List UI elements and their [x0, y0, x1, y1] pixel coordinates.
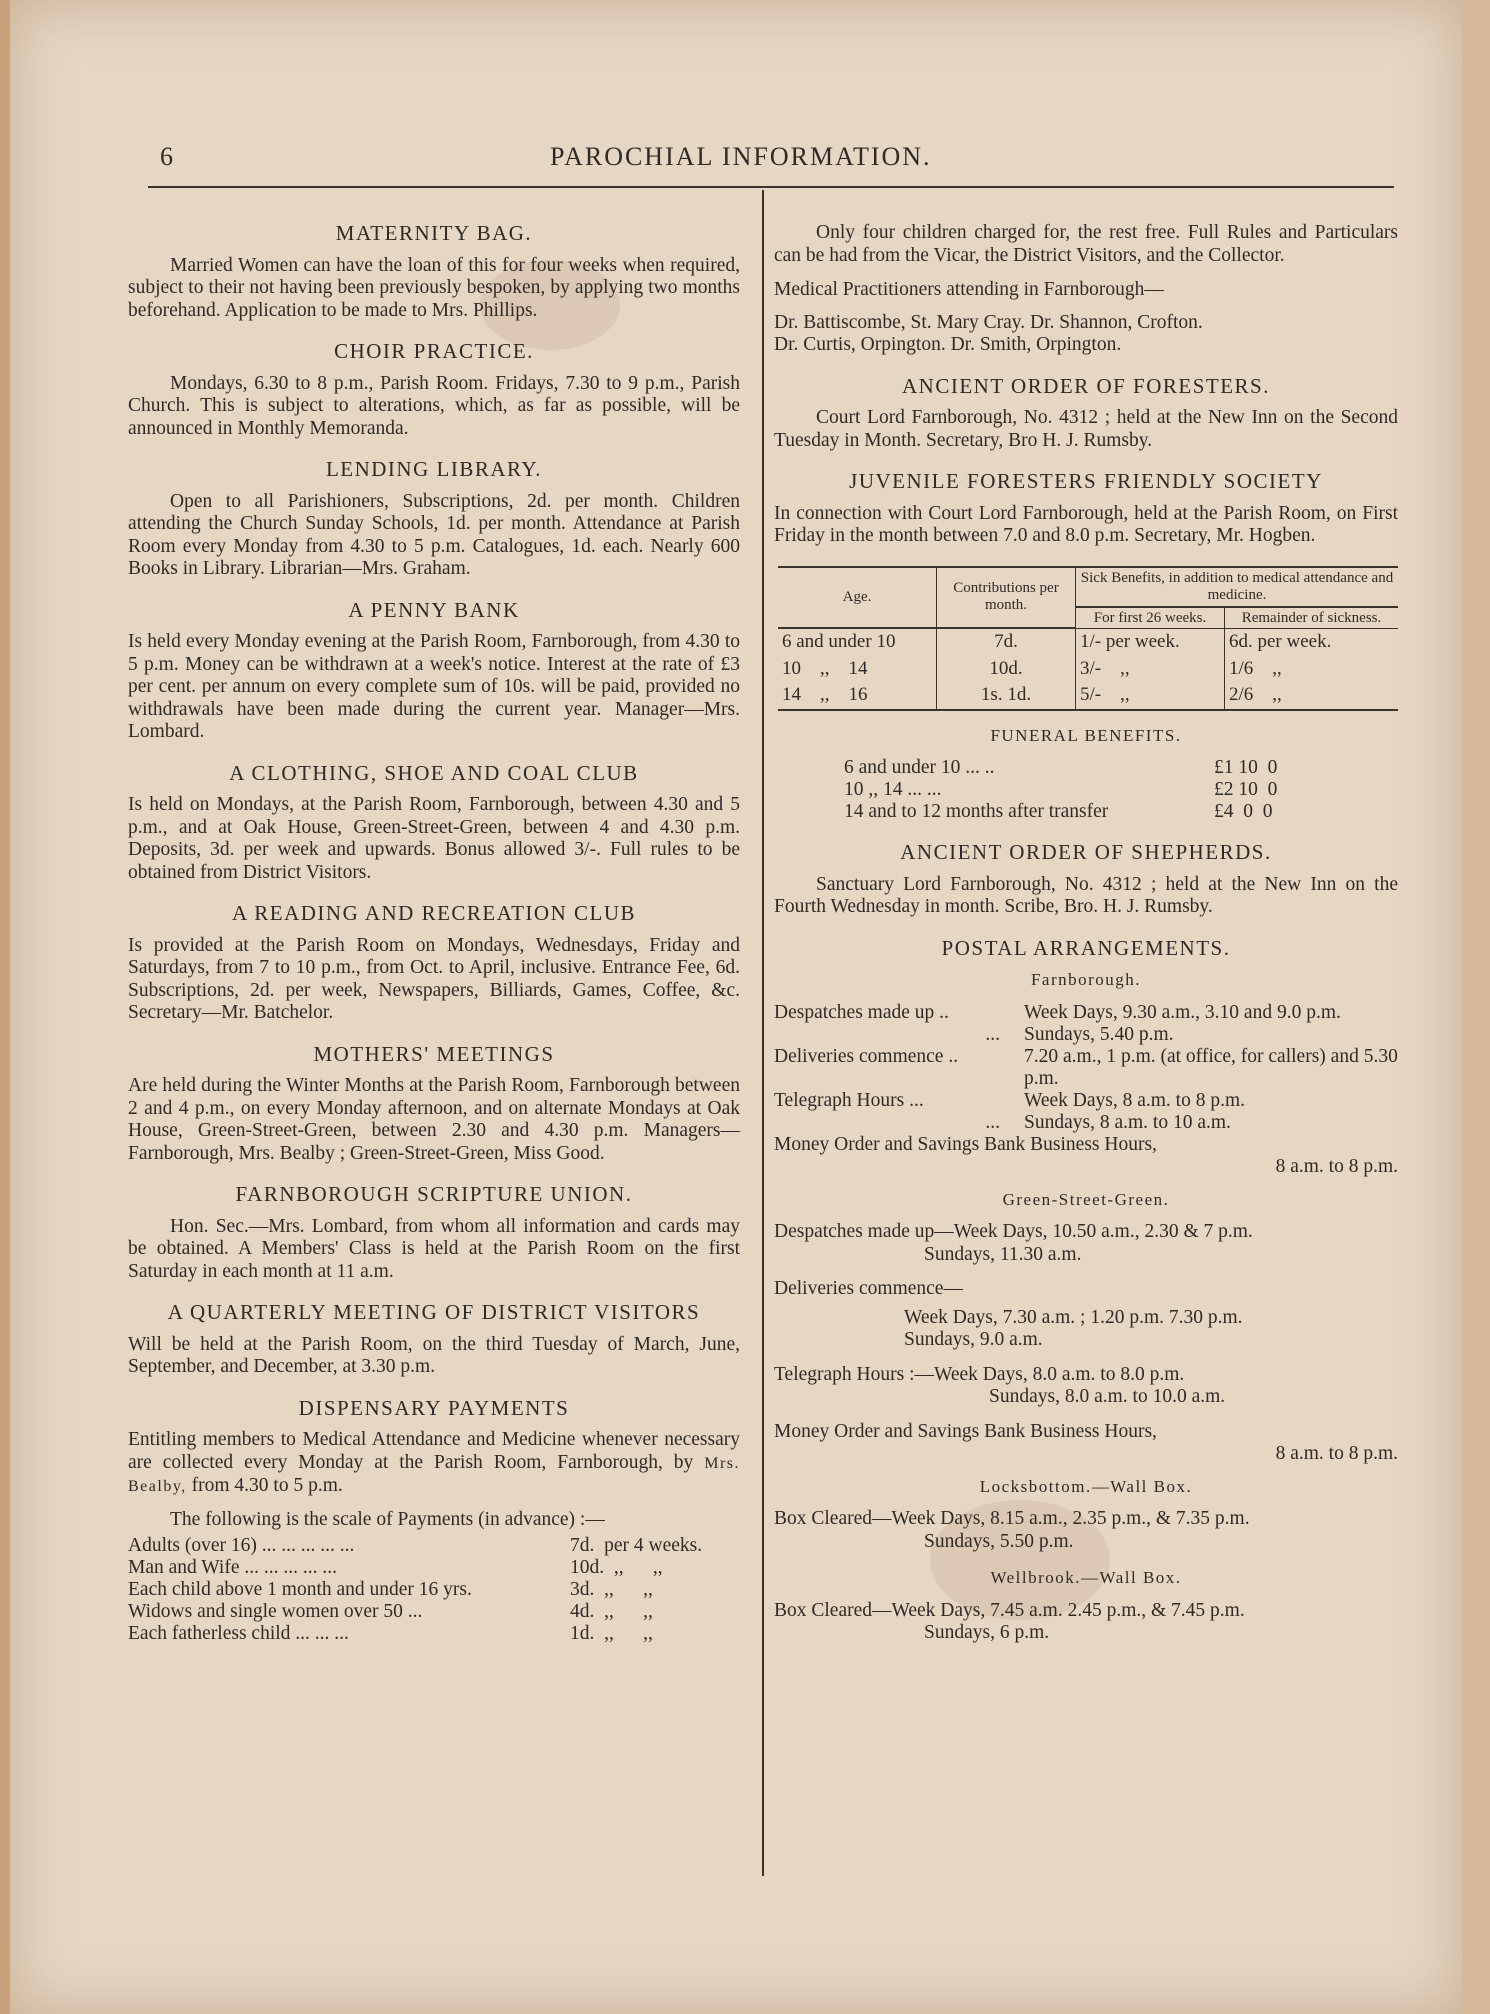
- cell-first: 3/- ,,: [1076, 656, 1225, 683]
- payment-who: Man and Wife ... ... ... ... ...: [128, 1557, 337, 1578]
- payment-row: [128, 1623, 740, 1645]
- funeral-row: [774, 757, 1398, 779]
- postal-row: [774, 1024, 1398, 1046]
- postal-row: [774, 1002, 1398, 1024]
- maternity-section: [128, 222, 740, 322]
- section-text: Open to all Parishioners, Subscriptions, 2d. per month. Children attending the Church Sunday Schools, 1d. per month. Attendance at Parish Room every Monday from 4.30 to 5 p.m. Catalogues, 1d. each. Nearly 600 Books in Library. Librarian—Mrs. Graham.: [128, 490, 740, 579]
- funeral-amount: £4 0 0: [1214, 801, 1273, 822]
- postal-line: Sundays, 8.0 a.m. to 10.0 a.m.: [989, 1386, 1226, 1407]
- payment-row: [128, 1579, 740, 1601]
- payment-who: Widows and single women over 50 ...: [128, 1601, 423, 1622]
- medical-line: Dr. Battiscombe, St. Mary Cray. Dr. Shannon, Crofton.: [774, 311, 1203, 333]
- benefits-table: [778, 566, 1398, 711]
- scripture-section: [128, 1183, 740, 1283]
- payment-amount: 3d. ,, ,,: [570, 1579, 653, 1600]
- postal-row: [774, 1090, 1398, 1112]
- postal-line: Sundays, 9.0 a.m.: [904, 1329, 1043, 1350]
- funeral-age: 14 and to 12 months after transfer: [844, 801, 1109, 822]
- section-text: In connection with Court Lord Farnborough, held at the Parish Room, on First Friday in the month between 7.0 and 8.0 p.m. Secretary, Mr. Hogben.: [774, 502, 1398, 546]
- postal-key: Despatches made up ..: [774, 1001, 949, 1023]
- payment-amount: 4d. ,, ,,: [570, 1601, 653, 1622]
- postal-line: Box Cleared—Week Days, 8.15 a.m., 2.35 p.m., & 7.35 p.m.: [774, 1508, 1250, 1529]
- section-title: FUNERAL BENEFITS.: [990, 725, 1182, 745]
- col-remainder-header: Remainder of sickness.: [1224, 607, 1398, 629]
- choir-section: [128, 340, 740, 440]
- shepherds-section: [774, 841, 1398, 919]
- table-row: [778, 682, 1398, 710]
- header-rule: [148, 186, 1394, 188]
- running-title: PAROCHIAL INFORMATION.: [550, 142, 932, 171]
- cell-age: 14 ,, 16: [782, 684, 868, 705]
- table-header-row: [778, 567, 1398, 607]
- section-text: Hon. Sec.—Mrs. Lombard, from whom all information and cards may be obtained. A Members' Class is held at the Parish Room on the first Saturday in each month at 11 a.m.: [128, 1215, 740, 1282]
- cell-age: 6 and under 10: [782, 631, 896, 652]
- mothers-section: [128, 1043, 740, 1166]
- payment-row: [128, 1535, 740, 1557]
- money-order-hours: 8 a.m. to 8 p.m.: [1275, 1443, 1398, 1464]
- funeral-row: [774, 779, 1398, 801]
- table-row: [778, 628, 1398, 656]
- postal-line: Sundays, 6 p.m.: [924, 1622, 1050, 1643]
- postal-row: [774, 1046, 1398, 1090]
- column-rule: [762, 190, 764, 1876]
- text-part: Entitling members to Medical Attendance and Medicine whenever necessary are collected every Monday at the Parish Room, Farnborough, by: [128, 1429, 740, 1473]
- postal-key: ...: [985, 1111, 1000, 1133]
- postal-line: Week Days, 7.30 a.m. ; 1.20 p.m. 7.30 p.m.: [904, 1306, 1243, 1328]
- money-order-text: Money Order and Savings Bank Business Hours,: [774, 1133, 1157, 1155]
- section-title: JUVENILE FORESTERS FRIENDLY SOCIETY: [849, 469, 1323, 493]
- col-sick-header: Sick Benefits, in addition to medical attendance and medicine.: [1076, 567, 1399, 607]
- text-part: from 4.30 to 5 p.m.: [186, 1475, 343, 1496]
- postal-line: Deliveries commence—: [774, 1278, 963, 1299]
- payment-amount: 7d. per 4 weeks.: [570, 1535, 703, 1556]
- table-row: [778, 656, 1398, 683]
- section-title: FARNBOROUGH SCRIPTURE UNION.: [235, 1182, 633, 1206]
- money-order-hours: 8 a.m. to 8 p.m.: [1275, 1156, 1398, 1177]
- medical-line: Dr. Curtis, Orpington. Dr. Smith, Orpington.: [774, 334, 1122, 355]
- scale-intro: The following is the scale of Payments (in advance) :—: [170, 1508, 605, 1530]
- postal-line: Sundays, 11.30 a.m.: [924, 1243, 1082, 1265]
- section-title: MOTHERS' MEETINGS: [313, 1041, 555, 1066]
- postal-value: Sundays, 8 a.m. to 10 a.m.: [1024, 1111, 1231, 1133]
- section-title: POSTAL ARRANGEMENTS.: [941, 935, 1231, 960]
- section-text: Are held during the Winter Months at the Parish Room, Farnborough between 2 and 4 p.m., on every Monday afternoon, and on alternate Mondays at Oak House, Green-Street-Green, between 2.30 and 4.30 p.m. Managers—Farnborough, Mrs. Bealby ; Green-Street-Green, Miss Good.: [128, 1075, 740, 1164]
- section-title: A READING AND RECREATION CLUB: [231, 901, 636, 925]
- subsection-title: Green-Street-Green.: [1002, 1189, 1170, 1209]
- quarterly-section: [128, 1301, 740, 1379]
- postal-value: 7.20 a.m., 1 p.m. (at office, for callers) and 5.30 p.m.: [1024, 1045, 1398, 1089]
- section-text: Court Lord Farnborough, No. 4312 ; held at the New Inn on the Second Tuesday in Month. Secretary, Bro H. J. Rumsby.: [774, 407, 1398, 451]
- library-section: [128, 458, 740, 581]
- section-text: [128, 1429, 740, 1499]
- funeral-age: 10 ,, 14 ... ...: [844, 779, 942, 800]
- payment-amount: 10d. ,, ,,: [570, 1557, 663, 1578]
- section-title: ANCIENT ORDER OF FORESTERS.: [902, 373, 1270, 398]
- cell-contrib: 7d.: [937, 628, 1076, 656]
- postal-line: Despatches made up—Week Days, 10.50 a.m., 2.30 & 7 p.m.: [774, 1221, 1253, 1242]
- section-title: ANCIENT ORDER OF SHEPHERDS.: [900, 840, 1272, 864]
- section-text: Is held on Mondays, at the Parish Room, Farnborough, between 4.30 and 5 p.m., and at Oak House, Green-Street-Green, between 4 and 4.30 p.m. Deposits, 3d. per week and upwards. Bonus allowed 3/-. Full rules to be obtained from District Visitors.: [128, 794, 740, 883]
- funeral-row: [774, 801, 1398, 823]
- page-number: 6: [160, 142, 173, 171]
- section-title: LENDING LIBRARY.: [325, 457, 543, 481]
- right-column: [774, 222, 1398, 1663]
- left-column: [128, 222, 740, 1663]
- postal-row: [774, 1112, 1398, 1134]
- section-text: Married Women can have the loan of this for four weeks when required, subject to their not having been previously bespoken, by applying two months beforehand. Application to be made to Mrs. Phillips.: [128, 254, 740, 321]
- postal-line: Telegraph Hours :—Week Days, 8.0 a.m. to 8.0 p.m.: [774, 1363, 1185, 1385]
- cell-age: 10 ,, 14: [782, 657, 868, 679]
- cell-remainder: 6d. per week.: [1224, 628, 1398, 656]
- cell-contrib: 1s. 1d.: [937, 682, 1076, 710]
- section-text: Will be held at the Parish Room, on the third Tuesday of March, June, September, and December, at 3.30 p.m.: [128, 1333, 740, 1377]
- clothing-section: [128, 762, 740, 885]
- cell-first: 1/- per week.: [1076, 628, 1225, 656]
- children-note: Only four children charged for, the rest free. Full Rules and Particulars can be had from the Vicar, the District Visitors, and the Collector.: [774, 222, 1398, 266]
- section-text: Sanctuary Lord Farnborough, No. 4312 ; held at the New Inn on the Fourth Wednesday in month. Scribe, Bro. H. J. Rumsby.: [774, 873, 1398, 917]
- postal-line: Box Cleared—Week Days, 7.45 a.m. 2.45 p.m., & 7.45 p.m.: [774, 1599, 1245, 1621]
- funeral-amount: £2 10 0: [1214, 779, 1278, 800]
- payment-who: Each fatherless child ... ... ...: [128, 1623, 349, 1644]
- postal-key: Deliveries commence ..: [774, 1045, 959, 1067]
- page-edge: [1462, 0, 1490, 2014]
- section-title: A CLOTHING, SHOE AND COAL CLUB: [229, 760, 639, 785]
- postal-section: [774, 937, 1398, 1645]
- section-text: Is provided at the Parish Room on Mondays, Wednesdays, Friday and Saturdays, from 7 to 10 p.m., from Oct. to April, inclusive. Entrance Fee, 6d. Subscriptions, 2d. per week, Newspapers, Billiards, Games, Coffee, &c. Secretary—Mr. Batchelor.: [128, 934, 740, 1023]
- col-first-header: For first 26 weeks.: [1076, 607, 1225, 629]
- postal-value: Week Days, 9.30 a.m., 3.10 and 9.0 p.m.: [1024, 1001, 1341, 1023]
- section-text: Is held every Monday evening at the Parish Room, Farnborough, from 4.30 to 5 p.m. Money can be withdrawn at a week's notice. Interest at the rate of £3 per cent. per annum on every complete sum of 10s. will be paid, provided no withdrawals have been made during the current year. Manager—Mrs. Lombard.: [128, 631, 740, 742]
- section-title: MATERNITY BAG.: [335, 221, 533, 245]
- postal-key: Telegraph Hours ...: [774, 1089, 924, 1111]
- payment-amount: 1d. ,, ,,: [570, 1623, 653, 1644]
- col-contrib-header: Contributions per month.: [937, 567, 1076, 629]
- funeral-amount: £1 10 0: [1214, 757, 1278, 778]
- juvenile-section: [774, 470, 1398, 548]
- section-title: CHOIR PRACTICE.: [334, 339, 534, 363]
- postal-value: Week Days, 8 a.m. to 8 p.m.: [1024, 1089, 1246, 1111]
- postal-value: Sundays, 5.40 p.m.: [1024, 1023, 1174, 1045]
- postal-key: ...: [985, 1023, 1000, 1045]
- cell-remainder: 2/6 ,,: [1224, 682, 1398, 710]
- medical-intro: Medical Practitioners attending in Farnborough—: [774, 279, 1164, 300]
- payments-list: [128, 1535, 740, 1645]
- postal-line: Sundays, 5.50 p.m.: [924, 1530, 1074, 1552]
- funeral-section: [774, 725, 1398, 824]
- collector-name: Mrs. Bealby,: [128, 1454, 740, 1495]
- payment-row: [128, 1601, 740, 1623]
- section-text: Mondays, 6.30 to 8 p.m., Parish Room. Fridays, 7.30 to 9 p.m., Parish Church. This is subject to alterations, which, as far as possible, will be announced in Monthly Memoranda.: [128, 372, 740, 439]
- section-title: DISPENSARY PAYMENTS: [298, 1395, 570, 1420]
- subsection-title: Farnborough.: [1030, 970, 1142, 989]
- cell-contrib: 10d.: [937, 656, 1076, 683]
- payment-who: Adults (over 16) ... ... ... ... ...: [128, 1535, 355, 1556]
- foresters-section: [774, 375, 1398, 453]
- subsection-title: Locksbottom.—Wall Box.: [979, 1476, 1193, 1496]
- funeral-age: 6 and under 10 ... ..: [844, 757, 995, 778]
- cell-remainder: 1/6 ,,: [1224, 656, 1398, 683]
- section-title: A PENNY BANK: [348, 597, 520, 622]
- col-age-header: Age.: [778, 567, 937, 629]
- payment-row: [128, 1557, 740, 1579]
- subsection-title: Wellbrook.—Wall Box.: [990, 1568, 1182, 1587]
- reading-section: [128, 902, 740, 1025]
- page-header: [150, 138, 1400, 178]
- section-title: A QUARTERLY MEETING OF DISTRICT VISITORS: [167, 1300, 701, 1324]
- money-order-text: Money Order and Savings Bank Business Hours,: [774, 1420, 1157, 1442]
- dispensary-section: [128, 1397, 740, 1646]
- payment-who: Each child above 1 month and under 16 yrs.: [128, 1579, 472, 1600]
- bank-section: [128, 599, 740, 744]
- cell-first: 5/- ,,: [1076, 682, 1225, 710]
